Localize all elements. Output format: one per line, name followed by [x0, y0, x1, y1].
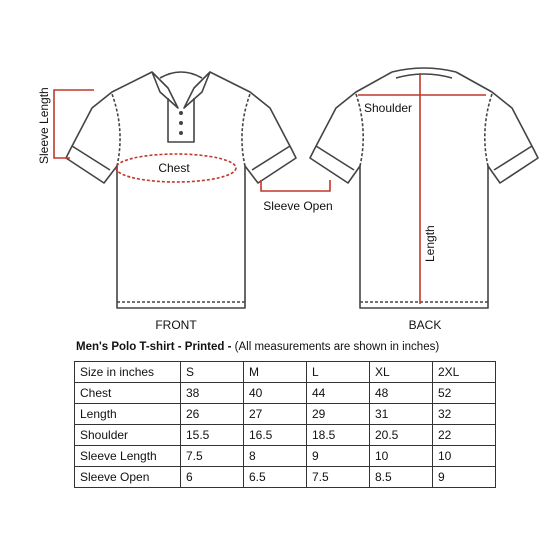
table-cell: 52 [433, 383, 496, 404]
sleeve-length-label: Sleeve Length [37, 87, 51, 164]
table-cell: Chest [75, 383, 181, 404]
table-cell: 9 [307, 446, 370, 467]
table-cell: 10 [433, 446, 496, 467]
table-cell: 16.5 [244, 425, 307, 446]
table-row [75, 425, 496, 446]
shoulder-label: Shoulder [364, 101, 413, 115]
size-chart-caption [76, 341, 516, 353]
table-cell: 8 [244, 446, 307, 467]
table-header-row [75, 362, 496, 383]
chest-label: Chest [158, 161, 190, 175]
table-cell: Shoulder [75, 425, 181, 446]
header-cell: Size in inches [75, 362, 181, 383]
table-cell: 31 [370, 404, 433, 425]
header-cell: XL [370, 362, 433, 383]
table-cell: 27 [244, 404, 307, 425]
caption-note: (All measurements are shown in inches) [234, 341, 440, 353]
table-cell: 15.5 [181, 425, 244, 446]
table-cell: 6.5 [244, 467, 307, 488]
front-buttons [179, 111, 183, 135]
table-cell: 38 [181, 383, 244, 404]
header-cell: M [244, 362, 307, 383]
table-cell: 26 [181, 404, 244, 425]
table-cell: 10 [370, 446, 433, 467]
back-shirt [310, 68, 538, 308]
length-label: Length [423, 225, 437, 262]
table-cell: Length [75, 404, 181, 425]
header-cell: 2XL [433, 362, 496, 383]
table-cell: Sleeve Length [75, 446, 181, 467]
sleeve-open-marker [261, 180, 330, 191]
table-cell: 22 [433, 425, 496, 446]
header-cell: L [307, 362, 370, 383]
table-row [75, 383, 496, 404]
front-label: FRONT [155, 318, 197, 332]
header-cell: S [181, 362, 244, 383]
table-cell: 40 [244, 383, 307, 404]
table-row [75, 467, 496, 488]
table-cell: 6 [181, 467, 244, 488]
table-cell: 29 [307, 404, 370, 425]
table-cell: 18.5 [307, 425, 370, 446]
table-cell: 8.5 [370, 467, 433, 488]
back-label: BACK [408, 318, 442, 332]
table-cell: 9 [433, 467, 496, 488]
table-cell: 7.5 [307, 467, 370, 488]
sleeve-open-label: Sleeve Open [263, 199, 333, 213]
caption-title: Men's Polo T-shirt - Printed - [76, 341, 232, 353]
table-cell: 48 [370, 383, 433, 404]
table-cell: 7.5 [181, 446, 244, 467]
table-cell: 44 [307, 383, 370, 404]
table-row [75, 446, 496, 467]
table-cell: 32 [433, 404, 496, 425]
size-chart-table [74, 361, 496, 488]
table-cell: 20.5 [370, 425, 433, 446]
table-cell: Sleeve Open [75, 467, 181, 488]
table-row [75, 404, 496, 425]
